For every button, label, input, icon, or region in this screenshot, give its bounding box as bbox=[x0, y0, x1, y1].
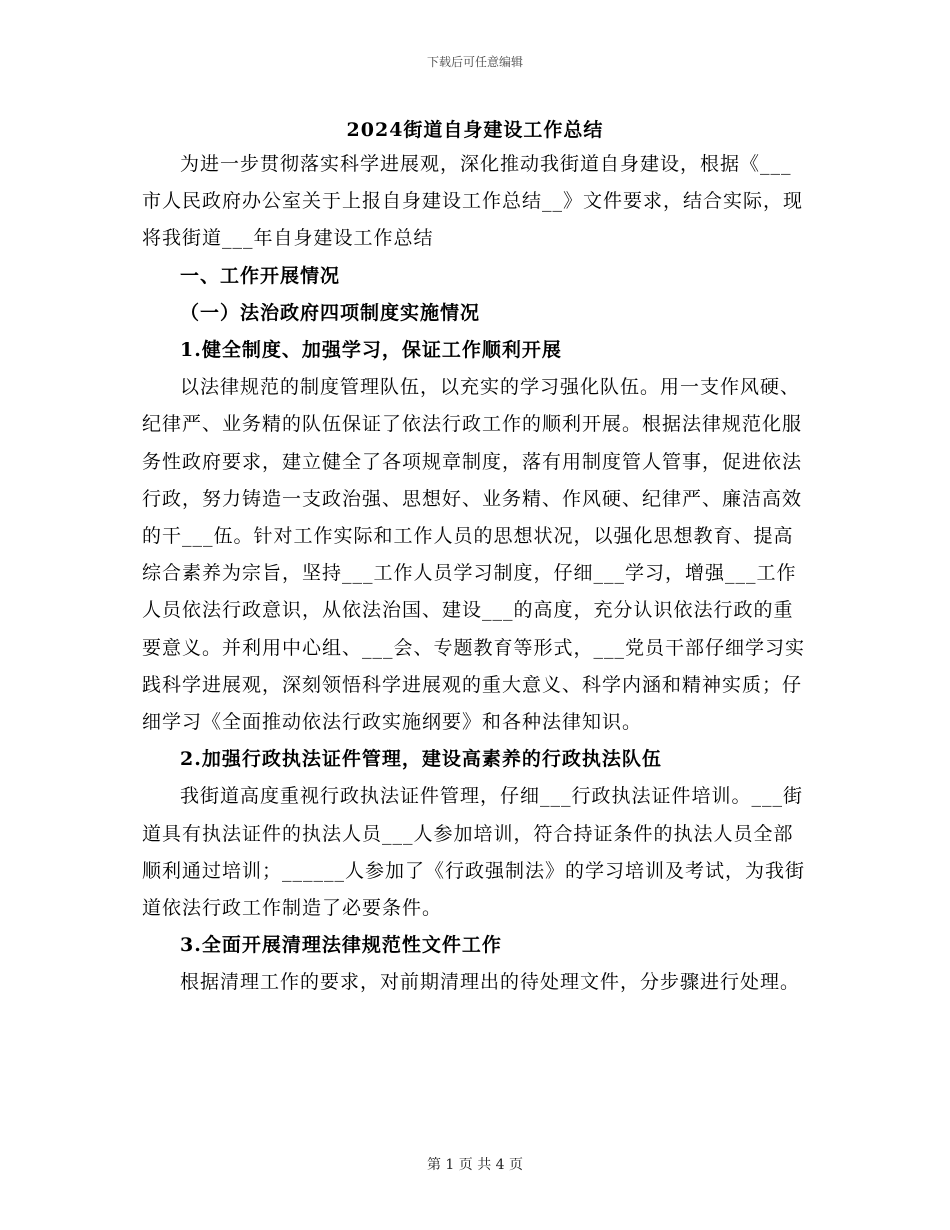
item3-paragraph: 根据清理工作的要求，对前期清理出的待处理文件，分步骤进行处理。 bbox=[180, 971, 801, 994]
section-heading: 一、工作开展情况 bbox=[180, 264, 341, 287]
subsection-heading: （一）法治政府四项制度实施情况 bbox=[180, 301, 481, 324]
item1-heading: 1.健全制度、加强学习，保证工作顺利开展 bbox=[180, 339, 562, 362]
page-footer: 第 1 页 共 4 页 bbox=[426, 1157, 524, 1173]
document-title: 2024街道自身建设工作总结 bbox=[346, 119, 604, 141]
document-body bbox=[142, 146, 810, 1002]
item1-paragraph: 以法律规范的制度管理队伍，以充实的学习强化队伍。用一支作风硬、纪律严、业务精的队伍保证了依法行政工作的顺利开展。根据法律规范化服务性政府要求，建立健全了各项规章制度，落有用制度管人管事，促进依法行政，努力铸造一支政治强、思想好、业务精、作风硬、纪律严、廉洁高效的干___伍。针对工作实际和工作人员的思想状况，以强化思想教育、提高综合素养为宗旨，坚持___工作人员学习制度，仔细___学习，增强___工作人员依法行政意识，从依法治国、建设___的高度，充分认识依法行政的重要意义。并利用中心组、___会、专题教育等形式，___党员干部仔细学习实践科学进展观，深刻领悟科学进展观的重大意义、科学内涵和精神实质；仔细学习《全面推动依法行政实施纲要》和各种法律知识。 bbox=[142, 376, 806, 734]
page-header: 下载后可任意编辑 bbox=[426, 55, 523, 69]
item2-paragraph: 我街道高度重视行政执法证件管理，仔细___行政执法证件培训。___街道具有执法证件的执法人员___人参加培训，符合持证条件的执法人员全部顺利通过培训；______人参加了《行政强制法》的学习培训及考试，为我街道依法行政工作制造了必要条件。 bbox=[142, 785, 806, 920]
intro-paragraph: 为进一步贯彻落实科学进展观，深化推动我街道自身建设，根据《___市人民政府办公室关于上报自身建设工作总结__》文件要求，结合实际，现将我街道___年自身建设工作总结 bbox=[142, 153, 804, 250]
item2-heading: 2.加强行政执法证件管理，建设高素养的行政执法队伍 bbox=[180, 748, 662, 771]
item3-heading: 3.全面开展清理法律规范性文件工作 bbox=[180, 934, 502, 957]
